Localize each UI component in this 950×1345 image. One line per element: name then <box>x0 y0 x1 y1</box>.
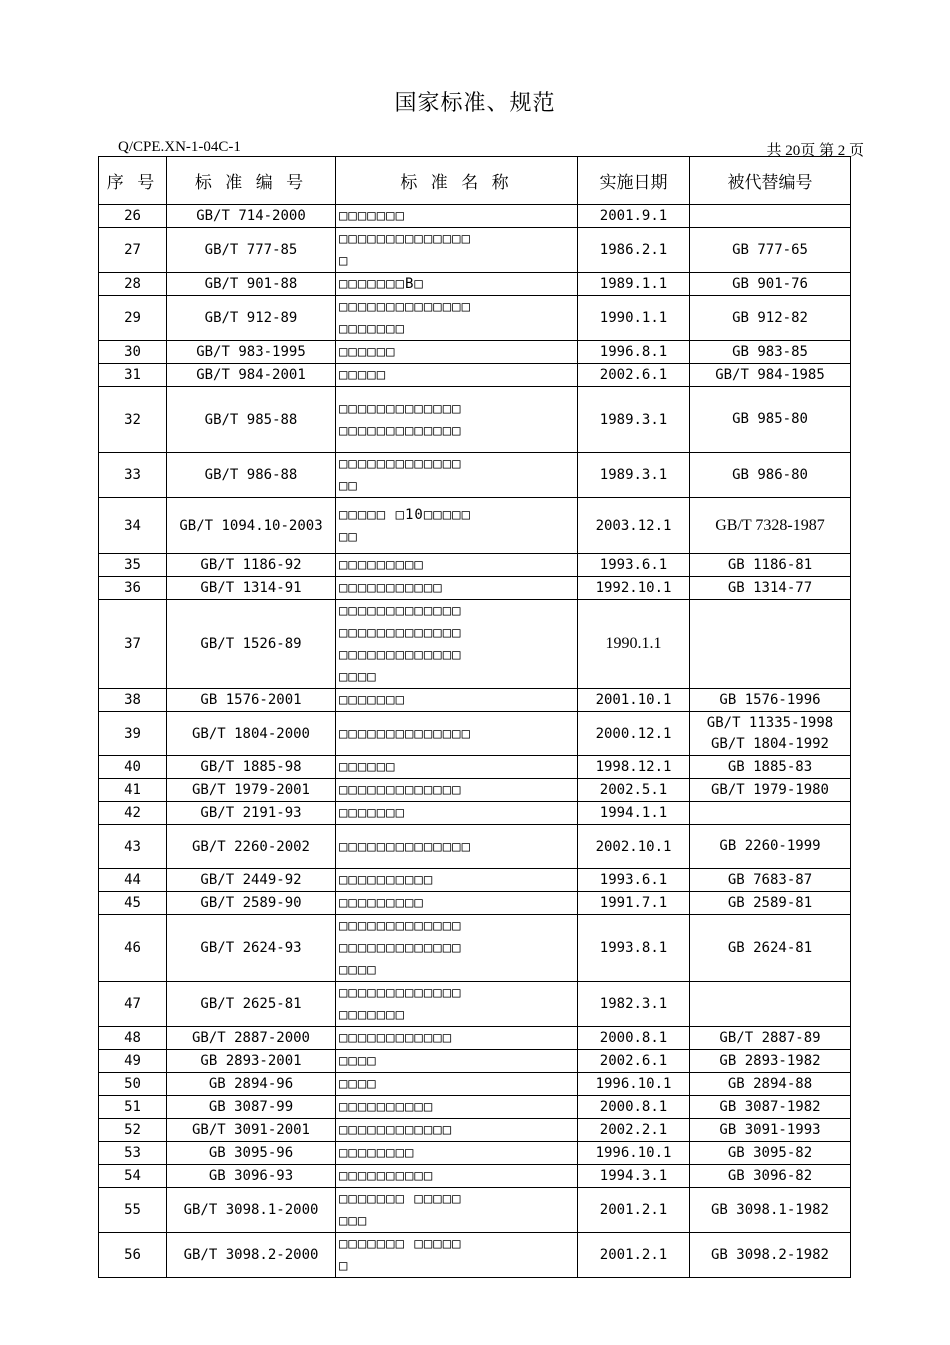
table-row <box>99 364 851 387</box>
table-row <box>99 869 851 892</box>
table-row <box>99 1050 851 1073</box>
standard-code-cell: GB/T 3091-2001 <box>167 1119 336 1142</box>
standard-code-cell: GB 3095-96 <box>167 1142 336 1165</box>
table-row <box>99 825 851 869</box>
row-number-cell: 47 <box>99 982 167 1027</box>
effective-date-cell: 1989.1.1 <box>578 273 690 296</box>
table-row <box>99 1165 851 1188</box>
row-number-cell: 26 <box>99 205 167 228</box>
standard-code-cell: GB/T 3098.2-2000 <box>167 1233 336 1278</box>
effective-date-cell: 2002.6.1 <box>578 364 690 387</box>
standard-name-cell: □□□□□□□□□□□ <box>336 577 578 600</box>
standard-name-cell: □□□□□□□□□□□□ <box>336 1119 578 1142</box>
replaced-code-cell <box>690 600 851 689</box>
table-row <box>99 689 851 712</box>
standard-name-cell: □□□□□□□ □□□□□ □ <box>336 1233 578 1278</box>
replaced-code-cell: GB 985-80 <box>690 387 851 453</box>
table-row <box>99 1073 851 1096</box>
table-row <box>99 228 851 273</box>
standard-name-cell: □□□□□□□□□□□□□□ □□□□□□□ <box>336 296 578 341</box>
replaced-code-cell <box>690 982 851 1027</box>
table-row <box>99 600 851 689</box>
table-row <box>99 453 851 498</box>
effective-date-cell: 1996.10.1 <box>578 1142 690 1165</box>
standard-code-cell: GB/T 984-2001 <box>167 364 336 387</box>
standard-code-cell: GB 1576-2001 <box>167 689 336 712</box>
replaced-code-cell: GB 3095-82 <box>690 1142 851 1165</box>
standard-name-cell: □□□□□□□ <box>336 205 578 228</box>
effective-date-cell: 2001.2.1 <box>578 1233 690 1278</box>
standard-code-cell: GB/T 1094.10-2003 <box>167 498 336 554</box>
column-header-code: 标 准 编 号 <box>167 157 336 205</box>
effective-date-cell: 2002.5.1 <box>578 779 690 802</box>
replaced-code-cell: GB 1186-81 <box>690 554 851 577</box>
standard-name-cell: □□□□□□□□□□□□□ □□ <box>336 453 578 498</box>
replaced-code-cell: GB 3091-1993 <box>690 1119 851 1142</box>
replaced-code-cell: GB 2260-1999 <box>690 825 851 869</box>
replaced-code-cell: GB 901-76 <box>690 273 851 296</box>
row-number-cell: 33 <box>99 453 167 498</box>
effective-date-cell: 1992.10.1 <box>578 577 690 600</box>
standard-code-cell: GB/T 2260-2002 <box>167 825 336 869</box>
table-row <box>99 1188 851 1233</box>
table-row <box>99 296 851 341</box>
effective-date-cell: 1991.7.1 <box>578 892 690 915</box>
standard-code-cell: GB/T 777-85 <box>167 228 336 273</box>
replaced-code-cell: GB 2624-81 <box>690 915 851 982</box>
replaced-code-cell: GB 1885-83 <box>690 756 851 779</box>
standard-name-cell: □□□□□□□□□□ <box>336 869 578 892</box>
effective-date-cell: 2002.2.1 <box>578 1119 690 1142</box>
standard-code-cell: GB/T 2887-2000 <box>167 1027 336 1050</box>
row-number-cell: 52 <box>99 1119 167 1142</box>
replaced-code-cell: GB 3098.2-1982 <box>690 1233 851 1278</box>
replaced-code-cell: GB 2894-88 <box>690 1073 851 1096</box>
standard-name-cell: □□□□□□□□□□□□□□ <box>336 712 578 756</box>
standard-code-cell: GB 3096-93 <box>167 1165 336 1188</box>
effective-date-cell: 2001.10.1 <box>578 689 690 712</box>
table-row <box>99 341 851 364</box>
standard-code-cell: GB/T 714-2000 <box>167 205 336 228</box>
effective-date-cell: 2002.6.1 <box>578 1050 690 1073</box>
standard-name-cell: □□□□□□□□□□□□ <box>336 1027 578 1050</box>
effective-date-cell: 2001.2.1 <box>578 1188 690 1233</box>
row-number-cell: 50 <box>99 1073 167 1096</box>
standard-name-cell: □□□□□□□□□□□□□□ □ <box>336 228 578 273</box>
row-number-cell: 32 <box>99 387 167 453</box>
row-number-cell: 34 <box>99 498 167 554</box>
standard-name-cell: □□□□□□□ <box>336 689 578 712</box>
replaced-code-cell: GB 986-80 <box>690 453 851 498</box>
standard-name-cell: □□□□□□ <box>336 756 578 779</box>
column-header-number: 序 号 <box>99 157 167 205</box>
row-number-cell: 42 <box>99 802 167 825</box>
table-row <box>99 982 851 1027</box>
standard-code-cell: GB/T 2191-93 <box>167 802 336 825</box>
effective-date-cell: 1996.8.1 <box>578 341 690 364</box>
document-code: Q/CPE.XN-1-04C-1 <box>118 139 241 155</box>
replaced-code-cell: GB 3087-1982 <box>690 1096 851 1119</box>
standard-name-cell: □□□□□□□□□□□□□ <box>336 779 578 802</box>
row-number-cell: 46 <box>99 915 167 982</box>
table-row <box>99 892 851 915</box>
effective-date-cell: 2001.9.1 <box>578 205 690 228</box>
effective-date-cell: 1993.6.1 <box>578 554 690 577</box>
row-number-cell: 29 <box>99 296 167 341</box>
standard-name-cell: □□□□ <box>336 1050 578 1073</box>
replaced-code-cell: GB 3096-82 <box>690 1165 851 1188</box>
row-number-cell: 56 <box>99 1233 167 1278</box>
standard-name-cell: □□□□□□□B□ <box>336 273 578 296</box>
table-row <box>99 915 851 982</box>
standard-name-cell: □□□□□□□□□□□□□□ <box>336 825 578 869</box>
effective-date-cell: 1994.1.1 <box>578 802 690 825</box>
standard-code-cell: GB/T 983-1995 <box>167 341 336 364</box>
effective-date-cell: 1986.2.1 <box>578 228 690 273</box>
standards-table <box>98 156 851 1278</box>
standard-code-cell: GB/T 1885-98 <box>167 756 336 779</box>
effective-date-cell: 1989.3.1 <box>578 387 690 453</box>
standard-code-cell: GB/T 901-88 <box>167 273 336 296</box>
effective-date-cell: 1998.12.1 <box>578 756 690 779</box>
table-row <box>99 779 851 802</box>
row-number-cell: 30 <box>99 341 167 364</box>
replaced-code-cell: GB/T 7328-1987 <box>690 498 851 554</box>
standard-code-cell: GB/T 912-89 <box>167 296 336 341</box>
row-number-cell: 51 <box>99 1096 167 1119</box>
replaced-code-cell: GB/T 2887-89 <box>690 1027 851 1050</box>
standard-name-cell: □□□□□□□□□□□□□ □□□□□□□ <box>336 982 578 1027</box>
row-number-cell: 28 <box>99 273 167 296</box>
table-row <box>99 273 851 296</box>
standard-name-cell: □□□□□□□□□□□□□ □□□□□□□□□□□□□ □□□□ <box>336 915 578 982</box>
standard-code-cell: GB/T 1804-2000 <box>167 712 336 756</box>
replaced-code-cell: GB/T 984-1985 <box>690 364 851 387</box>
effective-date-cell: 1996.10.1 <box>578 1073 690 1096</box>
table-row <box>99 712 851 756</box>
table-row <box>99 498 851 554</box>
standard-name-cell: □□□□□□□ <box>336 802 578 825</box>
row-number-cell: 43 <box>99 825 167 869</box>
standard-name-cell: □□□□□ □10□□□□□ □□ <box>336 498 578 554</box>
standard-name-cell: □□□□□□□□□□□□□ □□□□□□□□□□□□□ <box>336 387 578 453</box>
effective-date-cell: 1994.3.1 <box>578 1165 690 1188</box>
column-header-replaced: 被代替编号 <box>690 157 851 205</box>
row-number-cell: 48 <box>99 1027 167 1050</box>
effective-date-cell: 2002.10.1 <box>578 825 690 869</box>
row-number-cell: 53 <box>99 1142 167 1165</box>
standard-code-cell: GB/T 1526-89 <box>167 600 336 689</box>
row-number-cell: 45 <box>99 892 167 915</box>
standard-name-cell: □□□□ <box>336 1073 578 1096</box>
replaced-code-cell <box>690 205 851 228</box>
row-number-cell: 36 <box>99 577 167 600</box>
standard-code-cell: GB/T 1979-2001 <box>167 779 336 802</box>
effective-date-cell: 1982.3.1 <box>578 982 690 1027</box>
replaced-code-cell: GB 2893-1982 <box>690 1050 851 1073</box>
replaced-code-cell: GB/T 11335-1998 GB/T 1804-1992 <box>690 712 851 756</box>
standard-name-cell: □□□□□□□□□ <box>336 892 578 915</box>
standard-code-cell: GB/T 1186-92 <box>167 554 336 577</box>
standard-name-cell: □□□□□□□□ <box>336 1142 578 1165</box>
row-number-cell: 35 <box>99 554 167 577</box>
table-row <box>99 554 851 577</box>
standard-code-cell: GB/T 3098.1-2000 <box>167 1188 336 1233</box>
standard-code-cell: GB/T 986-88 <box>167 453 336 498</box>
row-number-cell: 40 <box>99 756 167 779</box>
standard-name-cell: □□□□□□□□□□ <box>336 1165 578 1188</box>
replaced-code-cell: GB/T 1979-1980 <box>690 779 851 802</box>
standard-name-cell: □□□□□□□□□ <box>336 554 578 577</box>
replaced-code-cell: GB 777-65 <box>690 228 851 273</box>
row-number-cell: 37 <box>99 600 167 689</box>
row-number-cell: 39 <box>99 712 167 756</box>
standard-code-cell: GB 3087-99 <box>167 1096 336 1119</box>
table-row <box>99 577 851 600</box>
table-row <box>99 1233 851 1278</box>
standard-code-cell: GB/T 2624-93 <box>167 915 336 982</box>
row-number-cell: 49 <box>99 1050 167 1073</box>
replaced-code-cell: GB 1576-1996 <box>690 689 851 712</box>
standard-code-cell: GB/T 985-88 <box>167 387 336 453</box>
column-header-date: 实施日期 <box>578 157 690 205</box>
effective-date-cell: 1990.1.1 <box>578 600 690 689</box>
row-number-cell: 38 <box>99 689 167 712</box>
effective-date-cell: 1990.1.1 <box>578 296 690 341</box>
standard-code-cell: GB 2893-2001 <box>167 1050 336 1073</box>
replaced-code-cell: GB 2589-81 <box>690 892 851 915</box>
effective-date-cell: 1993.6.1 <box>578 869 690 892</box>
row-number-cell: 55 <box>99 1188 167 1233</box>
standard-code-cell: GB/T 2589-90 <box>167 892 336 915</box>
table-row <box>99 1096 851 1119</box>
effective-date-cell: 1993.8.1 <box>578 915 690 982</box>
table-row <box>99 205 851 228</box>
replaced-code-cell: GB 983-85 <box>690 341 851 364</box>
standard-name-cell: □□□□□□□□□□□□□ □□□□□□□□□□□□□ □□□□□□□□□□□□□ □□□□ <box>336 600 578 689</box>
replaced-code-cell <box>690 802 851 825</box>
row-number-cell: 54 <box>99 1165 167 1188</box>
effective-date-cell: 2003.12.1 <box>578 498 690 554</box>
row-number-cell: 31 <box>99 364 167 387</box>
table-row <box>99 802 851 825</box>
effective-date-cell: 2000.8.1 <box>578 1027 690 1050</box>
column-header-name: 标 准 名 称 <box>336 157 578 205</box>
replaced-code-cell: GB 912-82 <box>690 296 851 341</box>
effective-date-cell: 2000.8.1 <box>578 1096 690 1119</box>
standard-name-cell: □□□□□□ <box>336 341 578 364</box>
table-row <box>99 1027 851 1050</box>
replaced-code-cell: GB 1314-77 <box>690 577 851 600</box>
standard-code-cell: GB/T 2449-92 <box>167 869 336 892</box>
table-row <box>99 1142 851 1165</box>
effective-date-cell: 2000.12.1 <box>578 712 690 756</box>
standard-name-cell: □□□□□□□□□□ <box>336 1096 578 1119</box>
page-title: 国家标准、规范 <box>394 91 556 116</box>
standard-code-cell: GB/T 2625-81 <box>167 982 336 1027</box>
table-header-row <box>99 157 851 205</box>
replaced-code-cell: GB 3098.1-1982 <box>690 1188 851 1233</box>
table-row <box>99 387 851 453</box>
row-number-cell: 41 <box>99 779 167 802</box>
standard-code-cell: GB/T 1314-91 <box>167 577 336 600</box>
table-row <box>99 1119 851 1142</box>
row-number-cell: 27 <box>99 228 167 273</box>
standard-name-cell: □□□□□□□ □□□□□ □□□ <box>336 1188 578 1233</box>
page-count: 共 20页 第 2 页 <box>766 143 864 159</box>
table-row <box>99 756 851 779</box>
effective-date-cell: 1989.3.1 <box>578 453 690 498</box>
row-number-cell: 44 <box>99 869 167 892</box>
replaced-code-cell: GB 7683-87 <box>690 869 851 892</box>
standard-code-cell: GB 2894-96 <box>167 1073 336 1096</box>
standard-name-cell: □□□□□ <box>336 364 578 387</box>
